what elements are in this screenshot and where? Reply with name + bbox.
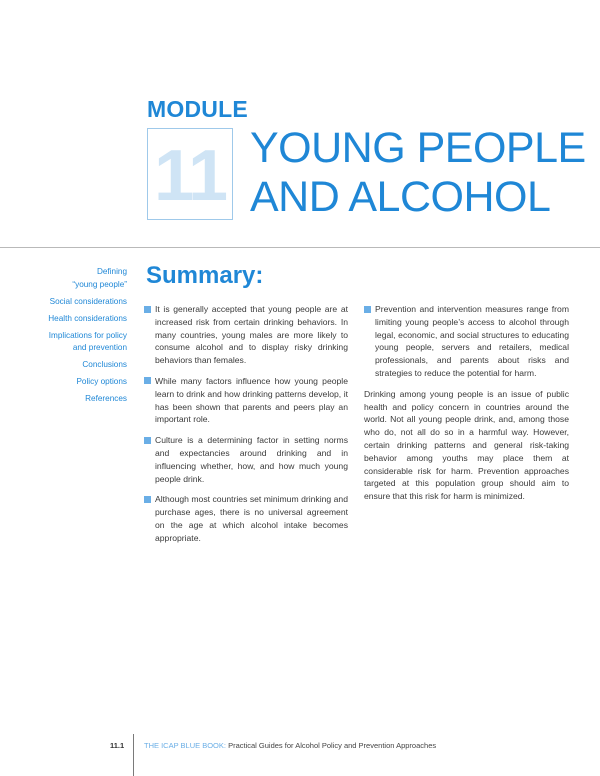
footer-subtitle: Practical Guides for Alcohol Policy and Prevention Approaches xyxy=(228,741,437,750)
nav-link-defining-young-people[interactable]: Defining “young people” xyxy=(72,267,127,289)
page-number: 11.1 xyxy=(110,741,125,750)
list-item xyxy=(364,303,569,380)
bullet-text: While many factors influence how young people learn to drink and how drinking patterns develop, it has been shown that parents and peers play an important role. xyxy=(155,375,348,425)
footer-brand: THE ICAP BLUE BOOK: xyxy=(144,741,226,750)
nav-link-conclusions[interactable]: Conclusions xyxy=(82,360,127,369)
footer-divider xyxy=(133,734,134,776)
bullet-text: It is generally accepted that young people are at increased risk from certain drinking behaviors. In many countries, young males are more likely to consume alcohol and to display risky drinking behaviors than females. xyxy=(155,304,348,366)
list-item xyxy=(144,493,348,544)
square-bullet-icon xyxy=(144,496,151,503)
nav-link-health-considerations[interactable]: Health considerations xyxy=(48,313,127,323)
square-bullet-icon xyxy=(144,377,151,384)
module-label: MODULE xyxy=(147,96,248,122)
summary-paragraph: Drinking among young people is an issue of public health and policy concern in countries around the world. Not all young people drink, and, among those who do, not all do so in a harmful way. However, certain drinking patterns and general risk-taking behavior among youths may place them at considerable risk for harm. Prevention approaches targeted at this population group should aim to ensure that this risk for harm is minimized. xyxy=(364,388,569,502)
summary-heading: Summary: xyxy=(146,262,264,289)
summary-right-column xyxy=(364,303,569,503)
bullet-text: Culture is a determining factor in setting norms and expectancies around drinking and in influencing whether, how, and how much young people drink. xyxy=(155,435,348,484)
list-item xyxy=(144,303,348,367)
nav-link-policy-options[interactable]: Policy options xyxy=(76,377,127,386)
module-title-line-1: YOUNG PEOPLE xyxy=(250,124,586,172)
nav-link-implications[interactable]: Implications for policy and prevention xyxy=(48,330,127,352)
header-divider xyxy=(0,247,600,248)
square-bullet-icon xyxy=(364,306,371,313)
module-number-box xyxy=(147,128,233,220)
module-title xyxy=(250,124,586,222)
square-bullet-icon xyxy=(144,437,151,444)
module-title-line-2: AND ALCOHOL xyxy=(250,173,551,221)
list-item xyxy=(144,434,348,485)
nav-link-social-considerations[interactable]: Social considerations xyxy=(49,296,127,306)
section-nav xyxy=(9,266,127,410)
footer-running-title xyxy=(144,741,436,750)
list-item xyxy=(144,375,348,426)
summary-left-column xyxy=(144,303,348,553)
module-number: 11 xyxy=(153,136,227,216)
bullet-text: Although most countries set minimum drinking and purchase ages, there is no universal agreement on the age at which alcohol intake becomes appropriate. xyxy=(155,494,348,543)
square-bullet-icon xyxy=(144,306,151,313)
nav-link-references[interactable]: References xyxy=(85,394,127,403)
bullet-text: Prevention and intervention measures range from limiting young people’s access to alcohol through legal, economic, and social structures to educating young people, servers and retailers, medical professionals, and parents about risks and strategies to reduce the potential for harm. xyxy=(375,304,569,378)
